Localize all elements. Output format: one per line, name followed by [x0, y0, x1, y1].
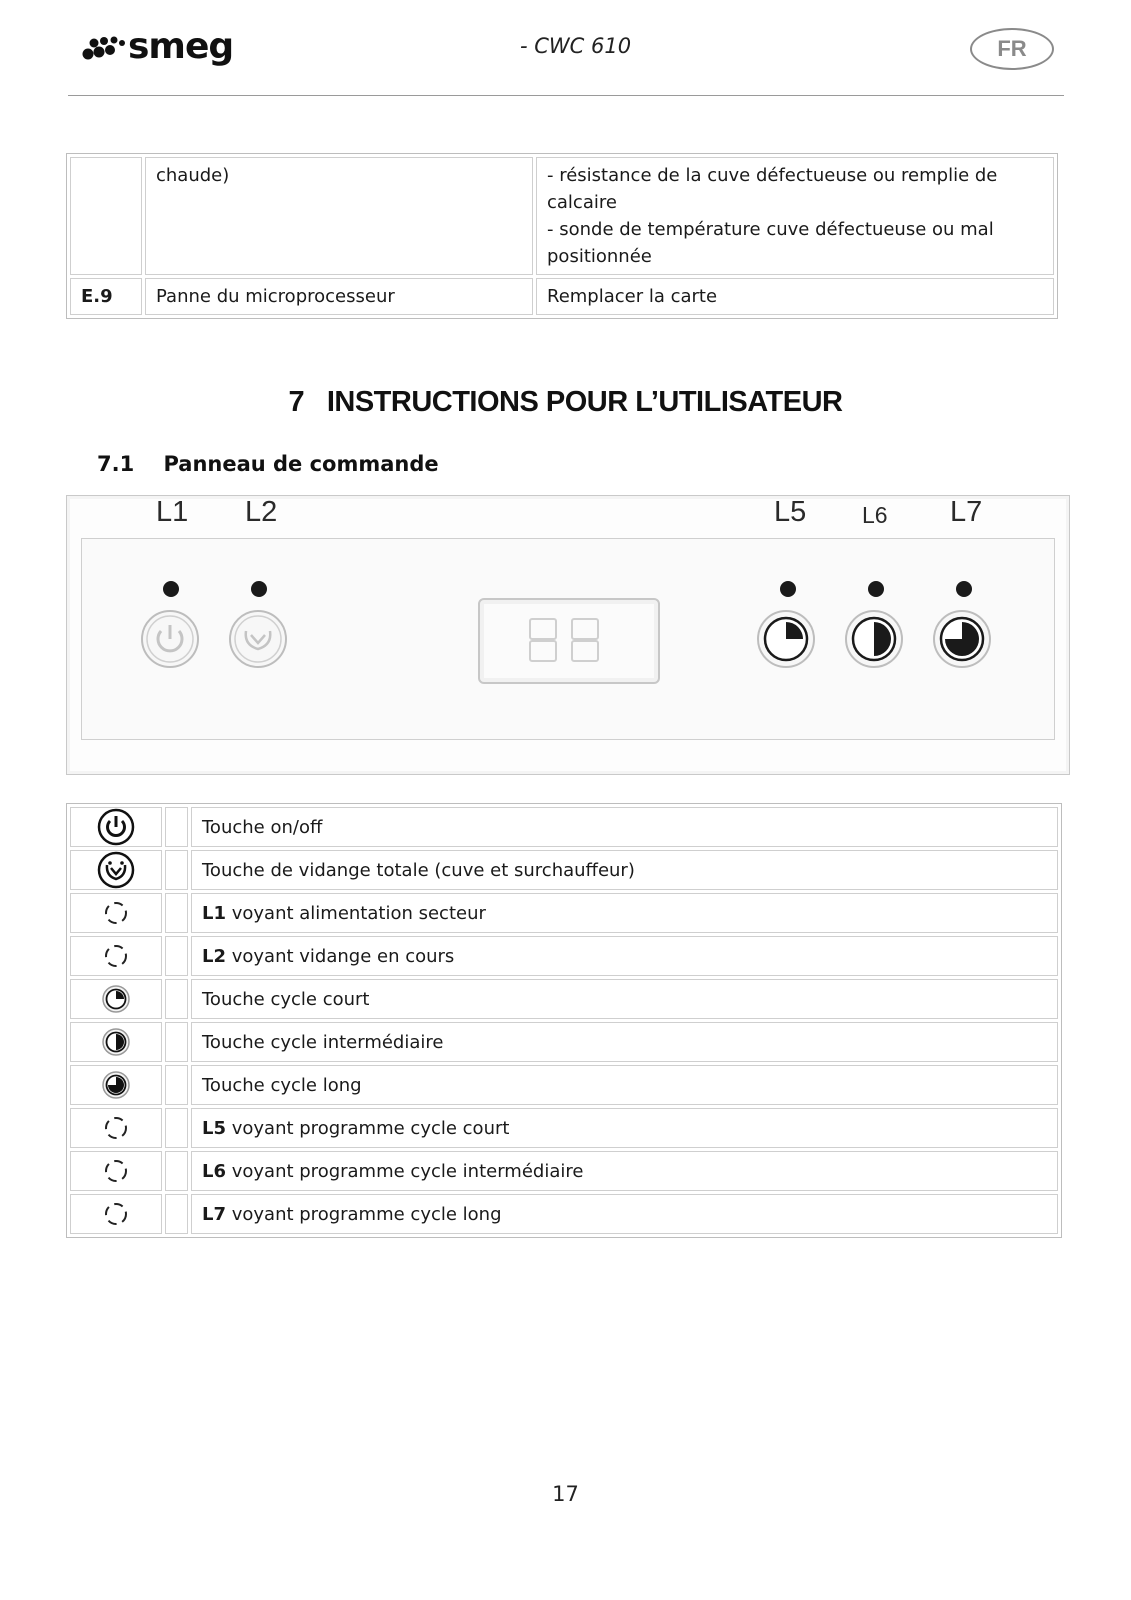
logo-dots-icon [82, 30, 128, 70]
legend-text-cell [191, 979, 1058, 1019]
legend-spacer-cell [165, 979, 188, 1019]
cycle-intermediate-icon [101, 1027, 131, 1057]
led-l5 [780, 581, 796, 597]
table-row [70, 278, 1054, 315]
drain-icon [97, 851, 135, 889]
legend-icon-cell [70, 850, 162, 890]
legend-text: voyant programme cycle long [226, 1203, 502, 1225]
legend-text-cell [191, 850, 1058, 890]
legend-spacer-cell [165, 807, 188, 847]
legend-icon-cell [70, 1065, 162, 1105]
error-remedy-cell [536, 278, 1054, 315]
smeg-logo [82, 26, 262, 70]
remedy-line: Remplacer la carte [547, 286, 718, 307]
legend-icon-cell [70, 1022, 162, 1062]
table-row [70, 893, 1058, 933]
legend-text-cell [191, 1022, 1058, 1062]
display-digits-icon [524, 616, 608, 664]
error-code-cell [70, 157, 142, 275]
panel-label-l6: L6 [862, 502, 888, 528]
power-icon [97, 808, 135, 846]
header-divider [68, 95, 1064, 96]
model-name: - CWC 610 [520, 34, 632, 58]
brand-name: smeg [128, 26, 234, 67]
error-remedy-cell [536, 157, 1054, 275]
table-row [70, 807, 1058, 847]
table-row [70, 850, 1058, 890]
led-l7 [956, 581, 972, 597]
power-button[interactable] [140, 609, 200, 669]
legend-text: voyant programme cycle court [226, 1117, 510, 1139]
remedy-line: positionnée [547, 246, 652, 267]
legend-code: L2 [202, 945, 226, 967]
remedy-line: - sonde de température cuve défectueuse ou mal [547, 219, 994, 240]
drain-button[interactable] [228, 609, 288, 669]
remedy-line: calcaire [547, 192, 617, 213]
legend-spacer-cell [165, 1065, 188, 1105]
error-code-cell: E.9 [70, 278, 142, 315]
panel-label-l5: L5 [774, 496, 807, 528]
legend-icon-cell [70, 936, 162, 976]
legend-text: voyant programme cycle intermédiaire [226, 1160, 584, 1182]
legend-table [66, 803, 1062, 1238]
legend-spacer-cell [165, 1108, 188, 1148]
cycle-intermediate-button[interactable] [844, 609, 904, 669]
table-row [70, 936, 1058, 976]
legend-icon-cell [70, 1108, 162, 1148]
legend-code: L7 [202, 1203, 226, 1225]
led-l2 [251, 581, 267, 597]
error-cause-cell: Panne du microprocesseur [145, 278, 533, 315]
led-indicator-icon [102, 1114, 130, 1142]
legend-text-cell [191, 1194, 1058, 1234]
panel-label-l7: L7 [950, 496, 983, 528]
legend-spacer-cell [165, 1022, 188, 1062]
legend-icon-cell [70, 1194, 162, 1234]
power-icon [140, 609, 200, 669]
led-l6 [868, 581, 884, 597]
error-cause-cell: chaude) [145, 157, 533, 275]
legend-code: L5 [202, 1117, 226, 1139]
error-table [66, 153, 1058, 319]
language-badge: FR [970, 28, 1054, 70]
legend-icon-cell [70, 1151, 162, 1191]
cycle-short-icon [101, 984, 131, 1014]
legend-spacer-cell [165, 936, 188, 976]
legend-text: voyant vidange en cours [226, 945, 455, 967]
legend-icon-cell [70, 807, 162, 847]
led-indicator-icon [102, 1157, 130, 1185]
legend-icon-cell [70, 979, 162, 1019]
subsection-title: 7.1 Panneau de commande [97, 452, 439, 476]
legend-spacer-cell [165, 893, 188, 933]
table-row [70, 157, 1054, 275]
table-row [70, 1194, 1058, 1234]
table-row [70, 979, 1058, 1019]
legend-spacer-cell [165, 1194, 188, 1234]
legend-text: Touche cycle court [202, 988, 370, 1010]
section-title: 7 INSTRUCTIONS POUR L’UTILISATEUR [288, 386, 843, 418]
legend-text-cell [191, 893, 1058, 933]
cycle-short-button[interactable] [756, 609, 816, 669]
legend-text-cell [191, 1151, 1058, 1191]
remedy-line: - résistance de la cuve défectueuse ou remplie de [547, 165, 998, 186]
cycle-long-button[interactable] [932, 609, 992, 669]
legend-icon-cell [70, 893, 162, 933]
drain-icon [228, 609, 288, 669]
legend-text: Touche cycle intermédiaire [202, 1031, 444, 1053]
cycle-intermediate-icon [844, 609, 904, 669]
cycle-long-icon [932, 609, 992, 669]
led-indicator-icon [102, 1200, 130, 1228]
legend-text-cell [191, 1065, 1058, 1105]
led-indicator-icon [102, 942, 130, 970]
led-l1 [163, 581, 179, 597]
legend-spacer-cell [165, 1151, 188, 1191]
legend-text-cell [191, 1108, 1058, 1148]
panel-label-l1: L1 [156, 496, 189, 528]
table-row [70, 1022, 1058, 1062]
table-row [70, 1108, 1058, 1148]
table-row [70, 1151, 1058, 1191]
seven-segment-display [478, 598, 660, 684]
legend-code: L1 [202, 902, 226, 924]
table-row [70, 1065, 1058, 1105]
legend-text-cell [191, 936, 1058, 976]
legend-text: Touche cycle long [202, 1074, 362, 1096]
page-number: 17 [552, 1482, 579, 1506]
cycle-short-icon [756, 609, 816, 669]
legend-text: Touche on/off [202, 816, 323, 838]
legend-text-cell [191, 807, 1058, 847]
legend-text: voyant alimentation secteur [226, 902, 486, 924]
legend-code: L6 [202, 1160, 226, 1182]
legend-text: Touche de vidange totale (cuve et surchauffeur) [202, 859, 635, 881]
legend-spacer-cell [165, 850, 188, 890]
led-indicator-icon [102, 899, 130, 927]
panel-label-l2: L2 [245, 496, 278, 528]
cycle-long-icon [101, 1070, 131, 1100]
